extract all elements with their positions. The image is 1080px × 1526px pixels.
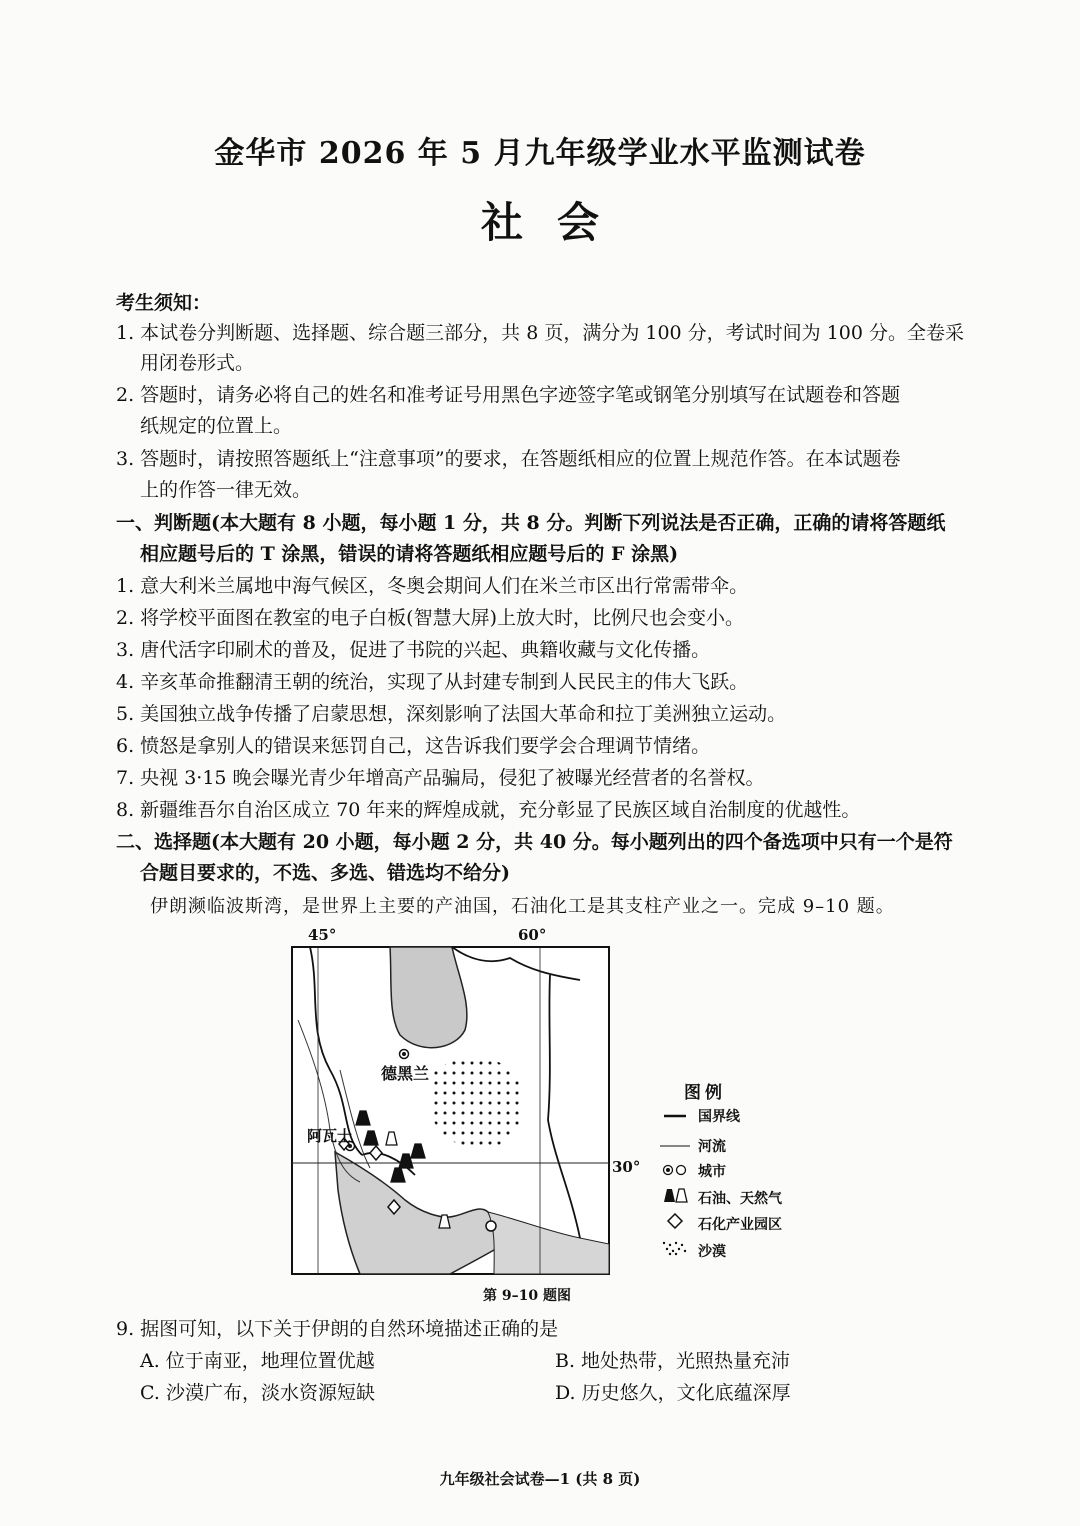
section1-heading: 一、判断题(本大题有 8 小题，每小题 1 分，共 8 分。判断下列说法是否正确，正确的请将答题纸 bbox=[116, 512, 946, 534]
section2-intro: 伊朗濒临波斯湾，是世界上主要的产油国，石油化工是其支柱产业之一。完成 9–10 题。 bbox=[150, 896, 895, 917]
judge-item: 3. 唐代活字印刷术的普及，促进了书院的兴起、典籍收藏与文化传播。 bbox=[116, 639, 711, 661]
legend-city: 城市 bbox=[660, 1161, 726, 1181]
section2-heading: 二、选择题(本大题有 20 小题，每小题 2 分，共 40 分。每小题列出的四个备选项中只有一个是符 bbox=[116, 831, 953, 853]
city-label-ahvaz: 阿瓦士 bbox=[307, 1127, 353, 1145]
exam-title: 金华市 2026 年 5 月九年级学业水平监测试卷 bbox=[214, 136, 866, 171]
judge-item: 8. 新疆维吾尔自治区成立 70 年来的辉煌成就，充分彰显了民族区域自治制度的优越性。 bbox=[116, 799, 861, 821]
river-line-icon bbox=[660, 1139, 690, 1155]
iran-map bbox=[280, 920, 630, 1285]
legend-border: 国界线 bbox=[660, 1106, 740, 1126]
notice-item: 纸规定的位置上。 bbox=[140, 415, 293, 437]
legend-oil-gas: 石油、天然气 bbox=[660, 1187, 782, 1208]
legend-title: 图例 bbox=[684, 1083, 726, 1103]
notice-item: 用闭卷形式。 bbox=[140, 352, 255, 374]
dots-icon bbox=[660, 1240, 690, 1260]
notice-item: 3. 答题时，请按照答题纸上“注意事项”的要求，在答题纸相应的位置上规范作答。在本试题卷 bbox=[116, 448, 901, 470]
judge-item: 7. 央视 3·15 晚会曝光青少年增高产品骗局，侵犯了被曝光经营者的名誉权。 bbox=[116, 767, 765, 789]
question9-stem: 9. 据图可知，以下关于伊朗的自然环境描述正确的是 bbox=[116, 1318, 559, 1340]
city-label-tehran: 德黑兰 bbox=[381, 1064, 430, 1083]
notice-item: 2. 答题时，请务必将自己的姓名和准考证号用黑色字迹签字笔或钢笔分别填写在试题卷和答题 bbox=[116, 384, 901, 406]
notice-heading: 考生须知： bbox=[116, 292, 212, 314]
notice-item: 上的作答一律无效。 bbox=[140, 479, 312, 501]
option-b: B. 地处热带，光照热量充沛 bbox=[555, 1350, 791, 1372]
oil-gas-icon bbox=[660, 1187, 690, 1207]
legend-petrochem: 石化产业园区 bbox=[660, 1213, 782, 1234]
judge-item: 5. 美国独立战争传播了启蒙思想，深刻影响了法国大革命和拉丁美洲独立运动。 bbox=[116, 703, 787, 725]
city-icon bbox=[486, 1221, 496, 1231]
diamond-icon bbox=[660, 1213, 690, 1233]
city-icon bbox=[660, 1164, 690, 1180]
option-c: C. 沙漠广布，淡水资源短缺 bbox=[140, 1382, 375, 1404]
option-a: A. 位于南亚，地理位置优越 bbox=[140, 1350, 375, 1372]
caspian-sea bbox=[390, 947, 467, 1048]
lat-label-30: 30° bbox=[612, 1158, 641, 1176]
judge-item: 2. 将学校平面图在教室的电子白板(智慧大屏)上放大时，比例尺也会变小。 bbox=[116, 607, 744, 629]
legend-desert: 沙漠 bbox=[660, 1240, 726, 1261]
lon-label-45: 45° bbox=[308, 926, 337, 944]
border-line-icon bbox=[660, 1109, 690, 1125]
map-caption: 第 9–10 题图 bbox=[483, 1288, 571, 1304]
section1-heading-cont: 相应题号后的 T 涂黑，错误的请将答题纸相应题号后的 F 涂黑) bbox=[140, 543, 679, 565]
section2-heading-cont: 合题目要求的，不选、多选、错选均不给分) bbox=[140, 862, 510, 884]
judge-item: 1. 意大利米兰属地中海气候区，冬奥会期间人们在米兰市区出行常需带伞。 bbox=[116, 575, 749, 597]
subject-title: 社会 bbox=[480, 198, 633, 247]
page-footer: 九年级社会试卷—1 (共 8 页) bbox=[439, 1470, 641, 1488]
judge-item: 4. 辛亥革命推翻清王朝的统治，实现了从封建专制到人民民主的伟大飞跃。 bbox=[116, 671, 749, 693]
legend-river: 河流 bbox=[660, 1136, 726, 1156]
option-d: D. 历史悠久，文化底蕴深厚 bbox=[555, 1382, 791, 1404]
lon-label-60: 60° bbox=[518, 926, 547, 944]
judge-item: 6. 愤怒是拿别人的错误来惩罚自己，这告诉我们要学会合理调节情绪。 bbox=[116, 735, 711, 757]
notice-item: 1. 本试卷分判断题、选择题、综合题三部分，共 8 页，满分为 100 分，考试时间为 100 分。全卷采 bbox=[116, 322, 965, 344]
